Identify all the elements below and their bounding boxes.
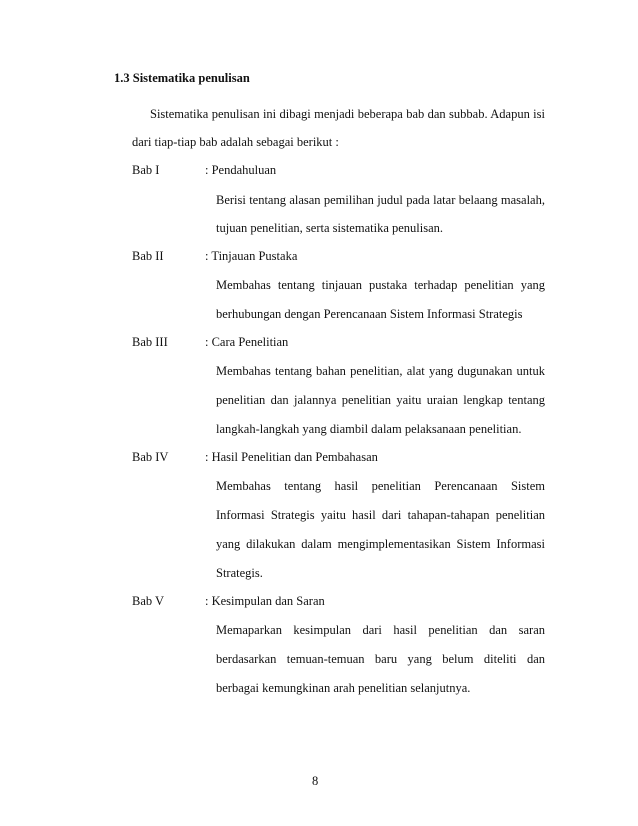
intro-line-1: Sistematika penulisan ini dibagi menjadi beberapa bab dan subbab. Adapun isi — [150, 107, 545, 121]
chapter-description-line: berhubungan dengan Perencanaan Sistem Informasi Strategis — [216, 307, 523, 321]
section-title: 1.3 Sistematika penulisan — [114, 71, 250, 85]
page-number: 8 — [312, 774, 319, 788]
intro-line-2: dari tiap-tiap bab adalah sebagai berikut : — [132, 135, 339, 149]
chapter-description-line: Berisi tentang alasan pemilihan judul pada latar belaang masalah, — [216, 193, 545, 207]
chapter-description-line: Membahas tentang hasil penelitian Perencanaan Sistem — [216, 479, 545, 493]
chapter-label-bab-4: Bab IV — [132, 450, 169, 464]
chapter-description-line: Informasi Strategis yaitu hasil dari tahapan-tahapan penelitian — [216, 508, 545, 522]
chapter-title-bab-3: : Cara Penelitian — [205, 335, 289, 349]
chapter-description-line: tujuan penelitian, serta sistematika penulisan. — [216, 221, 444, 235]
chapter-description-line: Membahas tentang tinjauan pustaka terhadap penelitian yang — [216, 278, 545, 292]
chapter-label-bab-5: Bab V — [132, 594, 165, 608]
chapter-description-line: berdasarkan temuan-temuan baru yang belum diteliti dan — [216, 652, 545, 666]
chapter-title-bab-5: : Kesimpulan dan Saran — [205, 594, 325, 608]
chapter-label-bab-1: Bab I — [132, 163, 160, 177]
chapter-label-bab-3: Bab III — [132, 335, 168, 349]
chapter-description-line: berbagai kemungkinan arah penelitian selanjutnya. — [216, 681, 471, 695]
chapter-description-line: Strategis. — [216, 566, 263, 580]
chapter-description-line: Memaparkan kesimpulan dari hasil penelitian dan saran — [216, 623, 545, 637]
chapter-description-line: Membahas tentang bahan penelitian, alat yang dugunakan untuk — [216, 364, 545, 378]
chapter-label-bab-2: Bab II — [132, 249, 164, 263]
chapter-description-line: langkah-langkah yang diambil dalam pelaksanaan penelitian. — [216, 422, 522, 436]
chapter-title-bab-1: : Pendahuluan — [205, 163, 277, 177]
chapter-title-bab-2: : Tinjauan Pustaka — [205, 249, 298, 263]
chapter-description-line: penelitian dan jalannya penelitian yaitu uraian lengkap tentang — [216, 393, 545, 407]
chapter-description-line: yang dilakukan dalam mengimplementasikan Sistem Informasi — [216, 537, 545, 551]
chapter-title-bab-4: : Hasil Penelitian dan Pembahasan — [205, 450, 378, 464]
